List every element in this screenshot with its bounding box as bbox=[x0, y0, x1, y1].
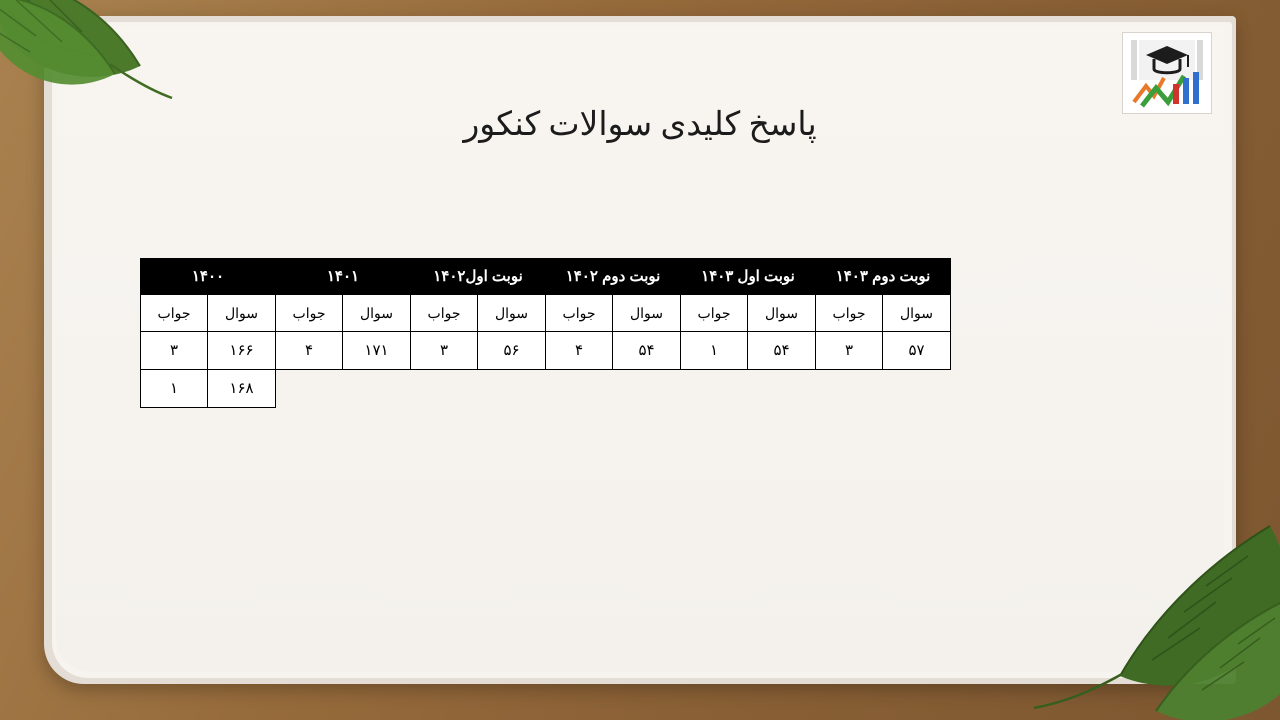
page-title: پاسخ کلیدی سوالات کنکور bbox=[463, 107, 817, 143]
cell-question-1402-1-r1: ۵۶ bbox=[478, 332, 546, 370]
cell-empty-1403-2a-r2 bbox=[816, 370, 883, 408]
logo bbox=[1122, 32, 1212, 114]
table-sub-header-row bbox=[141, 295, 951, 332]
cell-question-1401-r1: ۱۷۱ bbox=[343, 332, 411, 370]
sub-header-question-1403-2: سوال bbox=[883, 295, 951, 332]
cell-empty-1403-1-r2 bbox=[748, 370, 816, 408]
cell-empty-1403-1a-r2 bbox=[681, 370, 748, 408]
cell-question-1403-2-r1: ۵۷ bbox=[883, 332, 951, 370]
group-header-1403-1: نوبت اول ۱۴۰۳ bbox=[681, 259, 816, 295]
sub-header-answer-1403-1: جواب bbox=[681, 295, 748, 332]
cell-answer-1402-1-r1: ۳ bbox=[411, 332, 478, 370]
sub-header-answer-1403-2: جواب bbox=[816, 295, 883, 332]
cell-question-1403-1-r1: ۵۴ bbox=[748, 332, 816, 370]
graduation-cap-logo-icon bbox=[1126, 36, 1208, 110]
cell-answer-1400-r2: ۱ bbox=[141, 370, 208, 408]
table-row bbox=[141, 332, 951, 370]
cell-question-1400-r2: ۱۶۸ bbox=[208, 370, 276, 408]
group-header-1402-1: نوبت اول۱۴۰۲ bbox=[411, 259, 546, 295]
cell-answer-1402-2-r1: ۴ bbox=[546, 332, 613, 370]
sub-header-answer-1402-1: جواب bbox=[411, 295, 478, 332]
cell-question-1402-2-r1: ۵۴ bbox=[613, 332, 681, 370]
sub-header-question-1403-1: سوال bbox=[748, 295, 816, 332]
table-group-header-row bbox=[141, 259, 951, 295]
cell-empty-1402-1-r2 bbox=[478, 370, 546, 408]
sub-header-question-1402-1: سوال bbox=[478, 295, 546, 332]
group-header-1403-2: نوبت دوم ۱۴۰۳ bbox=[816, 259, 951, 295]
cell-empty-1401a-r2 bbox=[276, 370, 343, 408]
cell-answer-1401-r1: ۴ bbox=[276, 332, 343, 370]
cell-empty-1403-2-r2 bbox=[883, 370, 951, 408]
sub-header-answer-1401: جواب bbox=[276, 295, 343, 332]
cell-empty-1401-r2 bbox=[343, 370, 411, 408]
cell-answer-1400-r1: ۳ bbox=[141, 332, 208, 370]
sub-header-answer-1400: جواب bbox=[141, 295, 208, 332]
group-header-1402-2: نوبت دوم ۱۴۰۲ bbox=[546, 259, 681, 295]
cell-empty-1402-2a-r2 bbox=[546, 370, 613, 408]
cell-empty-1402-1a-r2 bbox=[411, 370, 478, 408]
sub-header-question-1400: سوال bbox=[208, 295, 276, 332]
answer-key-table-wrap bbox=[140, 258, 951, 408]
sub-header-answer-1402-2: جواب bbox=[546, 295, 613, 332]
cell-answer-1403-2-r1: ۳ bbox=[816, 332, 883, 370]
sub-header-question-1402-2: سوال bbox=[613, 295, 681, 332]
group-header-1400: ۱۴۰۰ bbox=[141, 259, 276, 295]
cell-empty-1402-2-r2 bbox=[613, 370, 681, 408]
group-header-1401: ۱۴۰۱ bbox=[276, 259, 411, 295]
answer-key-table bbox=[140, 258, 951, 408]
cell-answer-1403-1-r1: ۱ bbox=[681, 332, 748, 370]
sub-header-question-1401: سوال bbox=[343, 295, 411, 332]
cell-question-1400-r1: ۱۶۶ bbox=[208, 332, 276, 370]
table-row bbox=[141, 370, 951, 408]
